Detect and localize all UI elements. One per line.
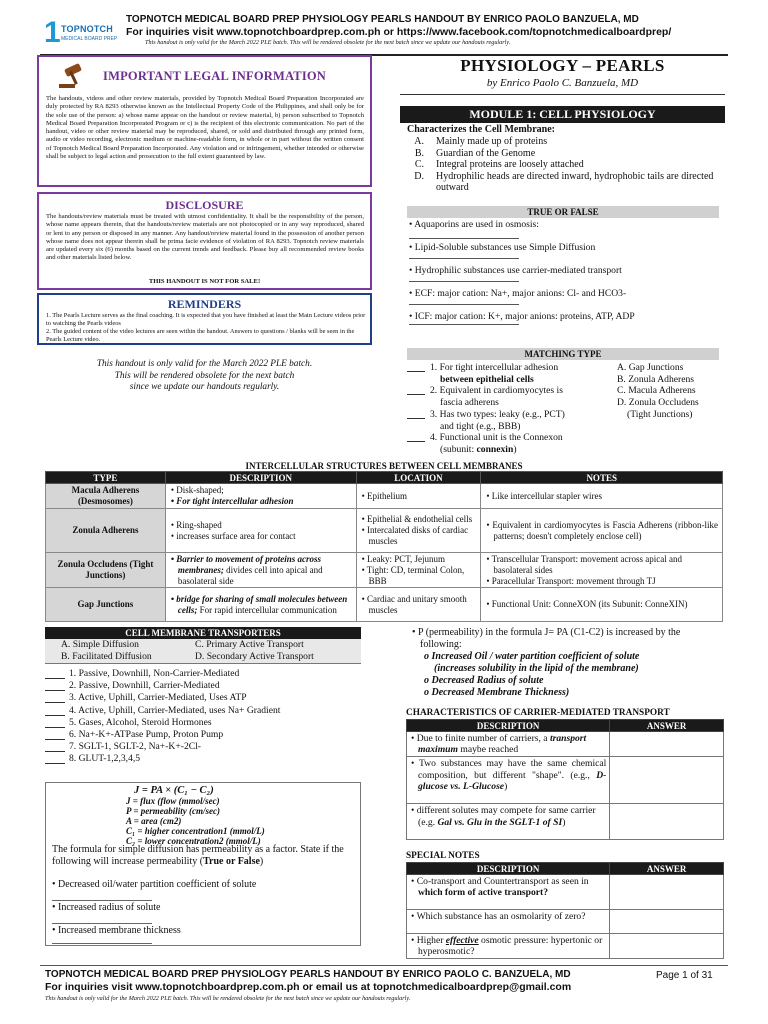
transporters-heading: CELL MEMBRANE TRANSPORTERS <box>45 627 361 639</box>
legal-title: IMPORTANT LEGAL INFORMATION <box>103 69 327 83</box>
true-false-section <box>407 206 719 325</box>
answer-blank[interactable] <box>45 702 65 703</box>
answer-blank[interactable] <box>409 324 519 325</box>
not-for-sale-note: THIS HANDOUT IS NOT FOR SALE! <box>148 278 261 285</box>
gavel-icon <box>57 63 89 89</box>
cell-membrane-question <box>407 124 725 194</box>
title-divider <box>400 94 725 95</box>
table-row: • Due to finite number of carriers, a transport maximum maybe reached <box>407 732 724 757</box>
choice-a: A. Mainly made up of proteins <box>414 136 548 147</box>
page-header <box>0 14 768 56</box>
table-row: • Co-transport and Countertransport as seen in which form of active transport? <box>407 875 724 910</box>
answer-blank[interactable] <box>52 943 152 944</box>
answer-blank[interactable] <box>52 923 152 924</box>
formula-question: The formula for simple diffusion has permeability as a factor. State if the following will increase permeability (True or False) <box>52 844 344 867</box>
footer-title: TOPNOTCH MEDICAL BOARD PREP PHYSIOLOGY PEARLS HANDOUT BY ENRICO PAOLO C. BANZUELA, MD <box>45 969 571 980</box>
special-notes-table <box>406 862 724 959</box>
table-row: • Higher effective osmotic pressure: hypertonic or hyperosmotic? <box>407 934 724 959</box>
list-item: 6. Na+-K+-ATPase Pump, Proton Pump <box>45 729 361 741</box>
reminder-item: 1. The Pearls Lecture serves as the final coaching. It is expected that you have finished at least the Main Lecture videos prior to watching the Pearls videos <box>46 312 366 328</box>
table-row: Gap Junctions • bridge for sharing of small molecules between cells; For rapid intercellular communication • Cardiac and unitary smooth muscles • Functional Unit: ConneXON (its Subunit: ConneXIN) <box>46 588 723 622</box>
table-row: • Two substances may have the same chemical composition, but different "shape". (e.g., D-glucose vs. L-Glucose) <box>407 757 724 804</box>
footer-inquiries: For inquiries visit www.topnotchboardprep.com.ph or email us at topnotchmedicalboardprep@gmail.com <box>45 981 572 993</box>
tf-item: • Decreased oil/water partition coefficient of solute <box>52 879 257 890</box>
table-row: Macula Adherens (Desmosomes) • Disk-shaped; • For tight intercellular adhesion • Epithelium • Like intercellular stapler wires <box>46 484 723 509</box>
matching-type-section <box>407 348 719 455</box>
tf-item: • ICF: major cation: K+, major anions: proteins, ATP, ADP <box>409 311 635 322</box>
header-title: TOPNOTCH MEDICAL BOARD PREP PHYSIOLOGY PEARLS HANDOUT BY ENRICO PAOLO BANZUELA, MD <box>126 14 639 25</box>
matching-item: 3. Has two types: leaky (e.g., PCT) and tight (e.g., BBB) <box>407 409 607 432</box>
header-validity-note: This handout is only valid for the March 2022 PLE batch. This will be rendered obsolete for the next batch since we update our handouts regularly. <box>145 39 511 46</box>
page-number: Page 1 of 31 <box>656 970 713 981</box>
answer-blank[interactable] <box>45 715 65 716</box>
validity-note: This handout is only valid for the March 2022 PLE batch. This will be rendered obsolete for the next batch since we update our handouts regularly. <box>96 359 313 392</box>
tf-item: • Increased radius of solute <box>52 902 161 913</box>
answer-cell[interactable] <box>610 732 724 757</box>
formula: J = PA × (C₁ − C₂) J = flux (flow (mmol/sec) P = permeability (cm/sec) A = area (cm2) C₁ = higher concentration1 (mmol/L) C₂ = lower concentration2 (mmol/L) <box>126 785 265 846</box>
column-header: DESCRIPTION <box>165 472 356 484</box>
document-author: by Enrico Paolo C. Banzuela, MD <box>486 77 639 89</box>
answer-blank[interactable] <box>407 371 425 372</box>
choice: (Tight Junctions) <box>627 408 693 420</box>
answer-blank[interactable] <box>45 690 65 691</box>
answer-blank[interactable] <box>407 441 425 442</box>
reminders-body <box>46 312 368 344</box>
transporter-items <box>45 668 361 766</box>
matching-item: 4. Functional unit is the Connexon (subunit: connexin) <box>407 432 607 455</box>
answer-blank[interactable] <box>45 727 65 728</box>
matching-heading: MATCHING TYPE <box>407 348 719 360</box>
answer-blank[interactable] <box>407 394 425 395</box>
table-row: Zonula Adherens • Ring-shaped • increases surface area for contact • Epithelial & endothelial cells • Intercalated disks of cardiac muscles • Equivalent in cardiomyocytes is Fascia Adherens (ribbon-like patterns; doesn't completely enclose cell) <box>46 509 723 553</box>
choice: D. Zonula Occludens <box>617 397 699 409</box>
answer-cell[interactable] <box>610 757 724 804</box>
answer-blank[interactable] <box>45 751 65 752</box>
tf-item: • Hydrophilic substances use carrier-mediated transport <box>409 265 622 276</box>
diffusion-formula-box <box>45 782 361 946</box>
legal-information-box <box>37 55 372 187</box>
special-notes-title: SPECIAL NOTES <box>406 851 480 861</box>
reminders-box <box>37 293 372 345</box>
true-false-heading: TRUE OR FALSE <box>407 206 719 218</box>
column-header: DESCRIPTION <box>407 863 610 875</box>
disclosure-box <box>37 192 372 290</box>
answer-blank[interactable] <box>409 238 519 239</box>
choice: C. Macula Adherens <box>617 385 696 397</box>
matching-item: 1. For tight intercellular adhesion between epithelial cells <box>407 362 607 385</box>
list-item: 5. Gases, Alcohol, Steroid Hormones <box>45 717 361 729</box>
choice: A. Gap Junctions <box>617 362 684 373</box>
disclosure-title: DISCLOSURE <box>165 198 244 212</box>
column-header: LOCATION <box>356 472 481 484</box>
option: B. Facilitated Diffusion <box>61 650 152 662</box>
transporter-options <box>45 639 361 664</box>
column-header: DESCRIPTION <box>407 720 610 732</box>
reminders-title: REMINDERS <box>167 297 242 311</box>
matching-choices <box>617 362 727 421</box>
answer-cell[interactable] <box>610 804 724 840</box>
column-header: TYPE <box>46 472 166 484</box>
column-header: ANSWER <box>610 720 724 732</box>
intercellular-table-title: INTERCELLULAR STRUCTURES BETWEEN CELL MEMBRANES <box>245 461 523 471</box>
column-header: ANSWER <box>610 863 724 875</box>
topnotch-logo: 1 TOPNOTCH MEDICAL BOARD PREP <box>44 16 118 49</box>
matching-questions <box>407 362 607 456</box>
answer-blank[interactable] <box>45 678 65 679</box>
list-item: 8. GLUT-1,2,3,4,5 <box>45 753 361 765</box>
question-heading: Characterizes the Cell Membrane: <box>407 124 555 135</box>
disclosure-body: The handouts/review materials must be treated with utmost confidentiality. It shall be the responsibility of the person, whose name appears therein, that the handouts/review materials are not photocopied or in any way reproduced, shared or lent to any person or disposed in any manner. Any handout/review material found in the possession of another person whose name does not appear therein shall be prima facie evidence of violation of RA 8293. Topnotch review materials are updated every six (6) months based on the current trends and feedback. Please buy all recommended review books and other materials listed below. <box>46 213 364 262</box>
answer-blank[interactable] <box>409 281 519 282</box>
answer-cell[interactable] <box>610 934 724 959</box>
tf-item: • Increased membrane thickness <box>52 925 181 936</box>
answer-blank[interactable] <box>45 739 65 740</box>
module-heading: MODULE 1: CELL PHYSIOLOGY <box>400 106 725 123</box>
table-header-row <box>46 472 723 484</box>
choice-b: B. Guardian of the Genome <box>414 147 536 159</box>
list-item: 3. Active, Uphill, Carrier-Mediated, Uses ATP <box>45 692 361 704</box>
answer-cell[interactable] <box>610 910 724 934</box>
carrier-table-title: CHARACTERISTICS OF CARRIER-MEDIATED TRANSPORT <box>406 708 670 718</box>
table-row: • Which substance has an osmolarity of zero? <box>407 910 724 934</box>
footer-validity-note: This handout is only valid for the March 2022 PLE batch. This will be rendered obsolete for the next batch since we update our handouts regularly. <box>45 995 411 1002</box>
membrane-transporters-section <box>45 627 361 766</box>
list-item: 4. Active, Uphill, Carrier-Mediated, uses Na+ Gradient <box>45 705 361 717</box>
table-row: Zonula Occludens (Tight Junctions) • Barrier to movement of proteins across membranes; divides cell into apical and basolateral side • Leaky: PCT, Jejunum • Tight: CD, terminal Colon, BBB • Transcellular Transport: movement across apical and basolateral sides • Paracellular Transport: movement through TJ <box>46 553 723 588</box>
answer-blank[interactable] <box>407 418 425 419</box>
footer-divider <box>40 965 728 966</box>
intercellular-table <box>45 471 723 622</box>
choice-c: C. Integral proteins are loosely attached <box>414 159 584 171</box>
answer-blank[interactable] <box>45 763 65 764</box>
answer-blank[interactable] <box>52 900 152 901</box>
answer-blank[interactable] <box>409 258 519 259</box>
carrier-mediated-table <box>406 719 724 840</box>
option: A. Simple Diffusion <box>61 639 139 650</box>
tf-item: • Lipid-Soluble substances use Simple Diffusion <box>409 242 596 253</box>
choice-d: D. Hydrophilic heads are directed inward, hydrophobic tails are directed outward <box>414 170 714 194</box>
document-title: PHYSIOLOGY – PEARLS <box>460 56 665 75</box>
column-header: NOTES <box>481 472 723 484</box>
legal-body: The handouts, videos and other review materials, provided by Topnotch Medical Board Preparation Incorporated are duly protected by RA 8293 otherwise known as the Intellectual Property Code of the Philippines, and shall only be for the sole use of the person: a) whose name appear on the handout or review material, b) person subscribed to Topnotch Medical Board Preparation Incorporated Program or c) is the recipient of this electronic communication. No part of the handout, video or other review material may be reproduced, shared, or sold and distributed through any printed form, audio or video recording, electronic medium or machine-readable form, in whole or in part without the written consent of Topnotch Medical Board Preparation Incorporated. Any violation and or infringement, whether intended or otherwise shall be subject to legal action and prosecution to the full extent guaranteed by law. <box>46 95 364 161</box>
answer-cell[interactable] <box>610 875 724 910</box>
list-item: 7. SGLT-1, SGLT-2, Na+-K+-2Cl- <box>45 741 361 753</box>
matching-item: 2. Equivalent in cardiomyocytes is fascia adherens <box>407 385 607 408</box>
reminder-item: 2. The guided content of the video lectures are seen within the handout. Answers to questions / blanks will be seen in the Pearls Lecture video. <box>46 328 355 344</box>
option: D. Secondary Active Transport <box>195 650 314 662</box>
tf-item: • Aquaporins are used in osmosis: <box>409 219 539 230</box>
choice: B. Zonula Adherens <box>617 373 695 385</box>
table-row: • different solutes may compete for same carrier (e.g. Gal vs. Glu in the SGLT-1 of SI) <box>407 804 724 840</box>
tf-item: • ECF: major cation: Na+, major anions: Cl- and HCO3- <box>409 288 627 299</box>
list-item: 1. Passive, Downhill, Non-Carrier-Mediated <box>45 668 361 680</box>
header-inquiries: For inquiries visit www.topnotchboardprep.com.ph or https://www.facebook.com/topnotchmedicalboardprep/ <box>126 26 672 38</box>
option: C. Primary Active Transport <box>195 639 304 650</box>
permeability-notes: • P (permeability) in the formula J= PA (C1-C2) is increased by the following: o Increased Oil / water partition coefficient of solute (increases solubility in the lipid of the membrane) o Decreased Radius of solute o Decreased Membrane Thickness) <box>412 627 681 698</box>
answer-blank[interactable] <box>409 304 519 305</box>
list-item: 2. Passive, Downhill, Carrier-Mediated <box>45 680 361 692</box>
